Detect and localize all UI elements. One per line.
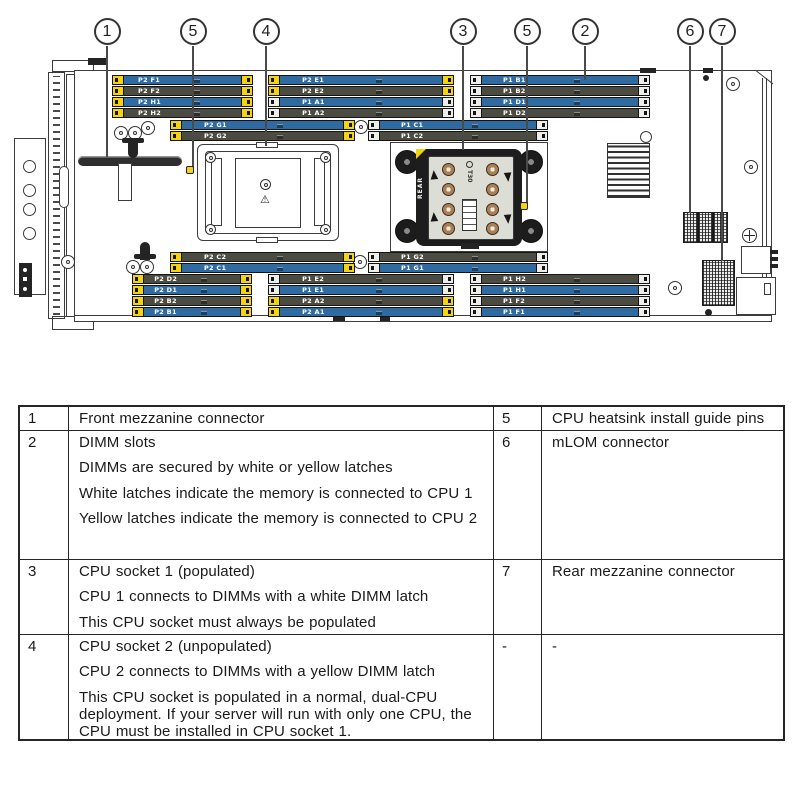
callout-6: 6: [677, 18, 704, 45]
dimm-latch-icon: [470, 307, 482, 317]
screw-icon: [320, 152, 331, 163]
dimm-latch-icon: [268, 296, 280, 306]
heatsink-screw-icon: [486, 163, 499, 176]
screw-icon: [260, 179, 271, 190]
front-panel-hole-icon: [23, 203, 36, 216]
dimm-latch-icon: [112, 108, 124, 118]
dimm-latch-icon: [112, 97, 124, 107]
dimm-latch-icon: [368, 263, 380, 273]
callout-line-2: [584, 46, 585, 80]
heatsink-screw-icon: [486, 183, 499, 196]
callout-line-3: [462, 46, 463, 150]
guide-pin-icon: [186, 166, 194, 174]
callout-1: 1: [94, 18, 121, 45]
dimm-latch-icon: [241, 86, 253, 96]
dimm-latch-icon: [638, 75, 650, 85]
heatsink-screw-icon: [442, 163, 455, 176]
connector-pin: [770, 264, 778, 268]
screw-icon: [205, 152, 216, 163]
connector-detail: [764, 283, 771, 295]
dimm-slot-p2-g1: P2 G1: [170, 120, 355, 130]
dimm-slot-p1-g1: P1 G1: [368, 263, 548, 273]
screw-icon: [205, 224, 216, 235]
legend-key-empty: -: [494, 635, 542, 739]
dimm-latch-icon: [442, 97, 454, 107]
dimm-latch-icon: [112, 75, 124, 85]
callout-5-right: 5: [514, 18, 541, 45]
dimm-latch-icon: [268, 307, 280, 317]
dimm-latch-icon: [343, 263, 355, 273]
torx-spec-label: T30: [466, 161, 473, 182]
dimm-latch-icon: [442, 296, 454, 306]
dimm-latch-icon: [470, 274, 482, 284]
callout-7: 7: [709, 18, 736, 45]
guide-pin-icon: [520, 202, 528, 210]
instruction-sticker: [462, 199, 477, 231]
dimm-slot-p2-h1: P2 H1: [112, 97, 253, 107]
screw-icon: [668, 281, 682, 295]
board-dot: [703, 75, 709, 81]
dimm-latch-icon: [268, 86, 280, 96]
dimm-slot-p1-b2: P1 B2: [470, 86, 650, 96]
callout-line-1: [106, 46, 107, 157]
dimm-slot-p1-g2: P1 G2: [368, 252, 548, 262]
dimm-latch-icon: [170, 120, 182, 130]
torx-icon: [466, 161, 473, 168]
dimm-slot-p1-h1: P1 H1: [470, 285, 650, 295]
dimm-slot-p1-a2: P1 A2: [268, 108, 454, 118]
dimm-latch-icon: [442, 285, 454, 295]
dimm-latch-icon: [112, 86, 124, 96]
legend-desc-4: CPU socket 2 (unpopulated) CPU 2 connects to DIMMs with a yellow DIMM latch This CPU socket is populated in a normal, dual-CPU deployment. If your server will run with only one CPU, the CPU must be installed in CPU socket 1.: [69, 635, 494, 739]
top-edge-tab: [640, 68, 656, 73]
dimm-latch-icon: [132, 307, 144, 317]
heatsink-tab: [461, 243, 479, 249]
dimm-slot-p1-d1: P1 D1: [470, 97, 650, 107]
screw-icon: [742, 228, 757, 243]
dimm-latch-icon: [638, 97, 650, 107]
dimm-slot-p2-h2: P2 H2: [112, 108, 253, 118]
dimm-slot-p1-f1: P1 F1: [470, 307, 650, 317]
legend-key-1: 1: [20, 407, 69, 431]
board-component: [118, 163, 132, 201]
warning-icon: ⚠: [260, 194, 270, 206]
dimm-slot-p1-c2: P1 C2: [368, 131, 548, 141]
dimm-slot-p2-d1: P2 D1: [132, 285, 252, 295]
dimm-slot-p2-d2: P2 D2: [132, 274, 252, 284]
dimm-latch-icon: [368, 120, 380, 130]
legend-desc-1: Front mezzanine connector: [69, 407, 494, 431]
dimm-latch-icon: [470, 86, 482, 96]
legend-desc-3: CPU socket 1 (populated) CPU 1 connects to DIMMs with a white DIMM latch This CPU socket must always be populated: [69, 560, 494, 635]
dimm-latch-icon: [442, 274, 454, 284]
legend-desc-7: Rear mezzanine connector: [542, 560, 783, 635]
cpu-socket-2: [197, 144, 339, 241]
dimm-slot-p1-e1: P1 E1: [268, 285, 454, 295]
dimm-slot-p2-e2: P2 E2: [268, 86, 454, 96]
legend-key-6: 6: [494, 431, 542, 560]
dimm-latch-icon: [442, 307, 454, 317]
dimm-latch-icon: [442, 108, 454, 118]
dimm-latch-icon: [240, 307, 252, 317]
dimm-latch-icon: [170, 263, 182, 273]
dimm-latch-icon: [240, 274, 252, 284]
dimm-slot-p1-f2: P1 F2: [470, 296, 650, 306]
dimm-latch-icon: [368, 131, 380, 141]
rear-mezzanine-connector: [702, 260, 735, 306]
legend-desc-2: DIMM slots DIMMs are secured by white or yellow latches White latches indicate the memory is connected to CPU 1 Yellow latches indicate the memory is connected to CPU 2: [69, 431, 494, 560]
dimm-slot-p1-a1: P1 A1: [268, 97, 454, 107]
screw-icon: [61, 255, 75, 269]
front-panel-hole-icon: [23, 227, 36, 240]
heatsink-screw-icon: [486, 203, 499, 216]
dimm-latch-icon: [638, 274, 650, 284]
screw-icon: [141, 121, 155, 135]
board-standoff-cluster: [126, 242, 166, 276]
heatsink-pin-icon: [640, 131, 652, 143]
screw-icon: [726, 77, 740, 91]
top-edge-tab: [703, 68, 713, 73]
dimm-latch-icon: [368, 252, 380, 262]
legend-table: [18, 405, 785, 741]
heatsink-screw-icon: [442, 203, 455, 216]
legend-key-3: 3: [20, 560, 69, 635]
front-connector-bar: [59, 166, 69, 208]
dimm-latch-icon: [170, 252, 182, 262]
socket-bracket: [314, 158, 325, 226]
connector-pin: [770, 257, 778, 261]
dimm-latch-icon: [241, 75, 253, 85]
dimm-slot-p2-b1: P2 B1: [132, 307, 252, 317]
dimm-slot-p2-a1: P2 A1: [268, 307, 454, 317]
dimm-slot-p2-a2: P2 A2: [268, 296, 454, 306]
dimm-latch-icon: [343, 252, 355, 262]
cpu-socket-1-heatsink: [390, 142, 548, 252]
dimm-latch-icon: [241, 97, 253, 107]
dimm-slot-p1-e2: P1 E2: [268, 274, 454, 284]
dimm-latch-icon: [132, 274, 144, 284]
screw-icon: [744, 160, 758, 174]
dimm-slot-p2-e1: P2 E1: [268, 75, 454, 85]
screw-icon: [354, 120, 368, 134]
callout-5-left: 5: [180, 18, 207, 45]
board-dot: [705, 309, 712, 316]
legend-desc-empty: -: [552, 638, 558, 655]
callout-line-7: [721, 46, 722, 261]
dimm-latch-icon: [638, 285, 650, 295]
dimm-slot-p2-g2: P2 G2: [170, 131, 355, 141]
dimm-latch-icon: [442, 86, 454, 96]
legend-key-5: 5: [494, 407, 542, 431]
rear-io-connector: [741, 246, 771, 274]
dimm-latch-icon: [268, 285, 280, 295]
dimm-latch-icon: [343, 131, 355, 141]
vrm-heatsink-fins: [607, 143, 650, 198]
dimm-latch-icon: [470, 296, 482, 306]
callout-4: 4: [253, 18, 280, 45]
dimm-latch-icon: [442, 75, 454, 85]
dimm-latch-icon: [268, 97, 280, 107]
legend-key-4: 4: [20, 635, 69, 739]
dimm-latch-icon: [268, 274, 280, 284]
dimm-latch-icon: [470, 285, 482, 295]
screw-icon: [320, 224, 331, 235]
dimm-slot-p1-c1: P1 C1: [368, 120, 548, 130]
dimm-slot-p1-d2: P1 D2: [470, 108, 650, 118]
dimm-latch-icon: [536, 252, 548, 262]
dimm-latch-icon: [268, 75, 280, 85]
legend-key-2: 2: [20, 431, 69, 560]
socket-bracket: [211, 158, 222, 226]
front-panel-hole-icon: [23, 160, 36, 173]
dimm-slot-p2-b2: P2 B2: [132, 296, 252, 306]
dimm-latch-icon: [132, 296, 144, 306]
dimm-slot-p1-b1: P1 B1: [470, 75, 650, 85]
legend-desc-5: CPU heatsink install guide pins: [542, 407, 783, 431]
dimm-latch-icon: [170, 131, 182, 141]
dimm-slot-p1-h2: P1 H2: [470, 274, 650, 284]
callout-3: 3: [450, 18, 477, 45]
heatsink-screw-icon: [442, 183, 455, 196]
dimm-latch-icon: [132, 285, 144, 295]
dimm-slot-p2-c2: P2 C2: [170, 252, 355, 262]
corner-marker-icon: [416, 149, 426, 159]
heatsink-screw-icon: [486, 222, 499, 235]
chassis-top-notch: [88, 58, 106, 65]
dimm-latch-icon: [470, 97, 482, 107]
dimm-latch-icon: [470, 108, 482, 118]
dimm-latch-icon: [240, 285, 252, 295]
heatsink-post-icon: [519, 150, 543, 174]
dimm-latch-icon: [470, 75, 482, 85]
dimm-latch-icon: [638, 296, 650, 306]
front-panel-icon-box: [19, 263, 32, 297]
legend-desc-6: mLOM connector: [542, 431, 783, 560]
callout-2: 2: [572, 18, 599, 45]
callout-line-5l: [192, 46, 193, 167]
socket-cover-plate: [235, 158, 301, 228]
dimm-latch-icon: [241, 108, 253, 118]
dimm-latch-icon: [638, 307, 650, 317]
callout-line-6: [689, 46, 690, 213]
dimm-latch-icon: [638, 108, 650, 118]
heatsink-rear-label: REAR: [417, 177, 424, 199]
dimm-latch-icon: [343, 120, 355, 130]
callout-line-5r: [526, 46, 527, 204]
front-panel-hole-icon: [23, 184, 36, 197]
dimm-latch-icon: [638, 86, 650, 96]
heatsink-post-icon: [519, 219, 543, 243]
legend-key-7: 7: [494, 560, 542, 635]
dimm-latch-icon: [536, 131, 548, 141]
dimm-latch-icon: [268, 108, 280, 118]
screw-icon: [353, 255, 367, 269]
dimm-latch-icon: [240, 296, 252, 306]
callout-line-4: [265, 46, 266, 146]
dimm-slot-p2-f1: P2 F1: [112, 75, 253, 85]
dimm-latch-icon: [536, 120, 548, 130]
connector-pin: [770, 250, 778, 254]
dimm-latch-icon: [536, 263, 548, 273]
heatsink-screw-icon: [442, 222, 455, 235]
dimm-slot-p2-c1: P2 C1: [170, 263, 355, 273]
dimm-slot-p2-f2: P2 F2: [112, 86, 253, 96]
